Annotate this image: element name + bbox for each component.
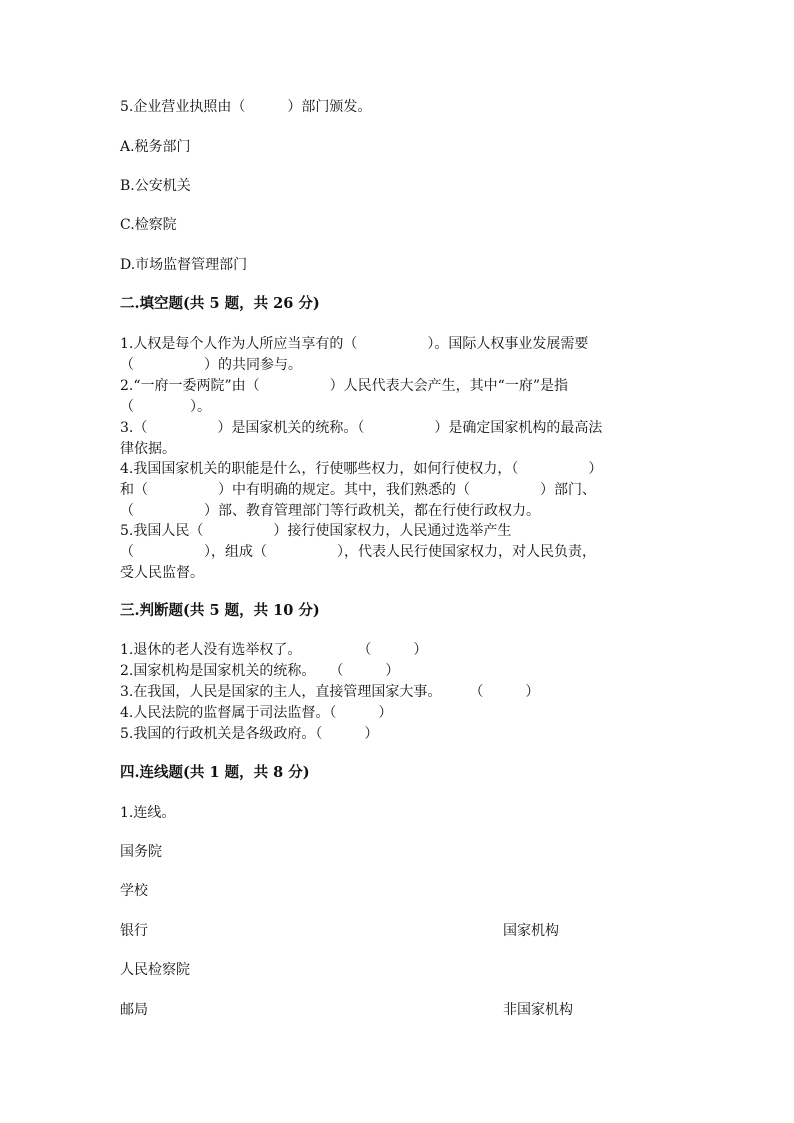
fill-blank-line: （ ）。 <box>120 399 211 415</box>
true-false-item: 4.人民法院的监督属于司法监督。（ ） <box>120 705 393 721</box>
matching-left-item: 国务院 <box>120 844 162 860</box>
option-a: A.税务部门 <box>120 139 191 155</box>
matching-question: 1.连线。 <box>120 805 176 821</box>
matching-left-item: 邮局 <box>120 1002 148 1018</box>
section-heading-fill-blank: 二.填空题(共 5 题，共 26 分) <box>120 295 320 312</box>
fill-blank-line: 1.人权是每个人作为人所应当享有的（ ）。国际人权事业发展需要 <box>120 336 589 352</box>
fill-blank-line: 5.我国人民（ ）接行使国家权力，人民通过选举产生 <box>120 523 512 539</box>
section-heading-matching: 四.连线题(共 1 题，共 8 分) <box>120 764 310 781</box>
matching-left-item: 学校 <box>120 883 148 899</box>
fill-blank-line: （ ）部、教育管理部门等行政机关，都在行使行政权力。 <box>120 503 540 519</box>
section-heading-true-false: 三.判断题(共 5 题，共 10 分) <box>120 602 320 619</box>
matching-right-item: 国家机构 <box>503 923 559 939</box>
fill-blank-line: （ ），组成（ ），代表人民行使国家权力，对人民负责， <box>120 544 596 560</box>
fill-blank-line: 2.“一府一委两院”由（ ）人民代表大会产生，其中“一府”是指 <box>120 378 568 394</box>
true-false-item: 1.退休的老人没有选举权了。 （ ） <box>120 642 428 658</box>
fill-blank-line: 受人民监督。 <box>120 565 204 581</box>
fill-blank-line: 3.（ ）是国家机关的统称。（ ）是确定国家机构的最高法 <box>120 420 603 436</box>
fill-blank-line: 和（ ）中有明确的规定。其中，我们熟悉的（ ）部门、 <box>120 482 596 498</box>
option-b: B.公安机关 <box>120 178 191 194</box>
true-false-item: 5.我国的行政机关是各级政府。（ ） <box>120 726 379 742</box>
matching-left-item: 银行 <box>120 923 148 939</box>
question-5-stem: 5.企业营业执照由（ ）部门颁发。 <box>120 99 372 115</box>
matching-left-item: 人民检察院 <box>120 962 190 978</box>
true-false-item: 3.在我国，人民是国家的主人，直接管理国家大事。 （ ） <box>120 684 540 700</box>
fill-blank-line: 律依据。 <box>120 441 176 457</box>
option-c: C.检察院 <box>120 217 177 233</box>
true-false-item: 2.国家机构是国家机关的统称。 （ ） <box>120 663 400 679</box>
fill-blank-line: （ ）的共同参与。 <box>120 357 302 373</box>
matching-right-item: 非国家机构 <box>503 1002 573 1018</box>
option-d: D.市场监督管理部门 <box>120 257 248 273</box>
fill-blank-line: 4.我国国家机关的职能是什么，行使哪些权力，如何行使权力，（ ） <box>120 461 603 477</box>
